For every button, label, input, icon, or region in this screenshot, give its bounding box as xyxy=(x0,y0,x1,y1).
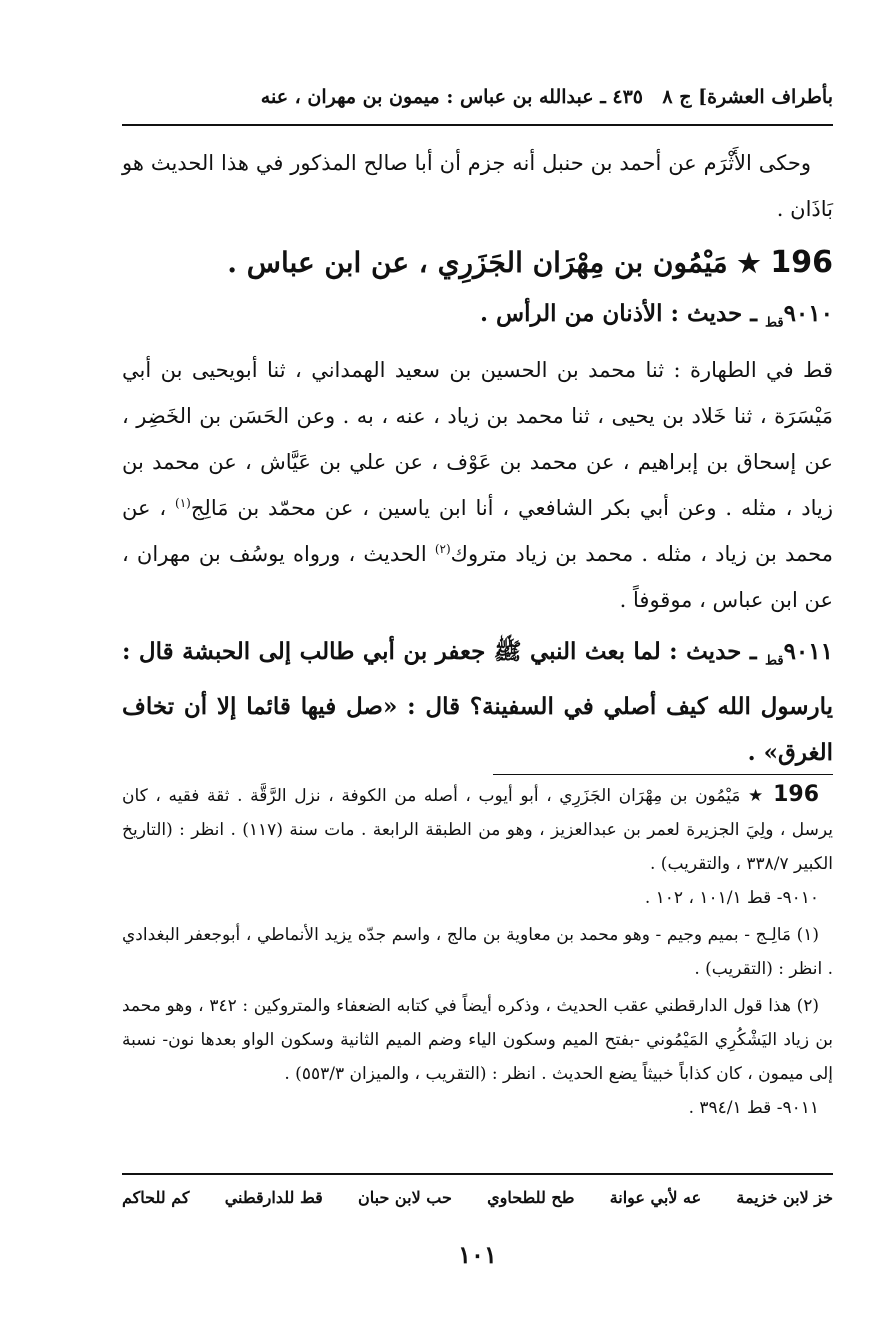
legend-rule xyxy=(122,1173,833,1175)
footnote-ref-2[interactable]: (٢) xyxy=(434,541,451,556)
star-icon: ★ xyxy=(737,249,761,279)
footnote-196-text: مَيْمُون بن مِهْرَان الجَزَرِي ، أبو أيوب ، أصله من الكوفة ، نزل الرَّقَّة . ثقة فقيه ، كان يرسل ، ولِيَ الجزيرة لعمر بن عبدالعزيز ، وهو من الطبقة الرابعة . مات سنة (١١٧) . انظر : (التاريخ الكبير ٣٣٨/٧ ، والتقريب) . xyxy=(122,786,833,874)
legend-item: خز لابن خزيمة xyxy=(736,1188,833,1207)
footnote-separator xyxy=(493,774,833,775)
legend-item: قط للدارقطني xyxy=(224,1188,323,1207)
header-volume: بأطراف العشرة] ج ٨ xyxy=(662,86,833,108)
footnotes xyxy=(122,778,833,1125)
book-page xyxy=(122,0,833,1333)
footnote-1: (١) مَالِـج - بميم وجيم - وهو محمد بن معاوية بن مالج ، واسم جدّه يزيد الأنماطي ، أبوجعفر البغدادي . انظر : (التقريب) . xyxy=(122,925,833,979)
legend-item: طح للطحاوي xyxy=(487,1188,575,1207)
footnote-196 xyxy=(122,778,833,881)
entry-title: مَيْمُون بن مِهْرَان الجَزَرِي ، عن ابن عباس . xyxy=(227,246,728,279)
entry-number: 196 xyxy=(770,245,833,280)
main-text xyxy=(122,140,833,776)
footnote-2: (٢) هذا قول الدارقطني عقب الحديث ، وذكره أيضاً في كتابه الضعفاء والمتروكين : ٣٤٢ ، وهو محمد بن زياد اليَشْكُرِي المَيْمُوني -بفتح الميم وسكون الياء وضم الميم الثانية وسكون الواو بعدها نون- نسبة إلى ميمون ، كان كذاباً خبيثاً يضع الحديث . انظر : (التقريب ، والميزان ٥٥٣/٣) . xyxy=(122,996,833,1084)
reference-9011: ٩٠١١- قط ٣٩٤/١ . xyxy=(688,1098,819,1118)
footnote-ref-1[interactable]: (١) xyxy=(175,495,191,510)
page-number: ١٠١ xyxy=(458,1240,497,1269)
source-sigla: قط xyxy=(765,653,784,669)
abbreviation-legend xyxy=(122,1188,833,1207)
isnad-paragraph xyxy=(122,347,833,623)
reference-9010: ٩٠١٠- قط ١٠١/١ ، ١٠٢ . xyxy=(644,888,819,908)
hadith-text: ـ حديث : لما بعث النبي ﷺ جعفر بن أبي طالب إلى الحبشة قال : يارسول الله كيف أصلي في السفينة؟ قال : «صل فيها قائما إلا أن تخاف الغرق» . xyxy=(122,637,833,767)
source-sigla: قط xyxy=(765,315,784,331)
header-chapter: ٤٣٥ ـ عبدالله بن عباس : ميمون بن مهران ، عنه xyxy=(260,86,643,108)
hadith-9011 xyxy=(122,629,833,777)
legend-item: حب لابن حبان xyxy=(358,1188,452,1207)
legend-item: عه لأبي عوانة xyxy=(609,1188,702,1207)
hadith-title: ـ حديث : الأذنان من الرأس . xyxy=(480,300,757,327)
hadith-9010-heading xyxy=(122,291,833,347)
isnad-text-c: الحديث ، ورواه يوسُف بن مهران ، عن ابن عباس ، موقوفاً . xyxy=(122,541,833,612)
header-rule xyxy=(122,124,833,126)
running-header xyxy=(122,86,833,116)
paragraph-athram: وحكى الأَثْرَم عن أحمد بن حنبل أنه جزم أن أبا صالح المذكور في هذا الحديث هو بَاذَان . xyxy=(122,151,833,221)
footnote-entry-number: 196 xyxy=(773,782,820,807)
isnad-text-b: ، عن محمد بن زياد ، مثله . محمد بن زياد متروك xyxy=(122,495,833,566)
legend-item: كم للحاكم xyxy=(122,1188,190,1207)
hadith-number: ٩٠١٠ xyxy=(783,300,833,327)
star-icon: ★ xyxy=(748,786,766,806)
narrator-entry-196 xyxy=(122,236,833,291)
hadith-number: ٩٠١١ xyxy=(783,637,833,665)
isnad-text-a: قط في الطهارة : ثنا محمد بن الحسين بن سعيد الهمداني ، ثنا أبويحيى بن أبي مَيْسَرَة ، ثنا خَلاد بن يحيى ، ثنا محمد بن زياد ، عنه ، به . وعن الحَسَن بن الخَضِر ، عن إسحاق بن إبراهيم ، عن محمد بن عَوْف ، عن علي بن عَيَّاش ، عن محمد بن زياد ، مثله . وعن أبي بكر الشافعي ، أنا ابن ياسين ، عن محمّد بن مَالِج xyxy=(122,357,833,520)
